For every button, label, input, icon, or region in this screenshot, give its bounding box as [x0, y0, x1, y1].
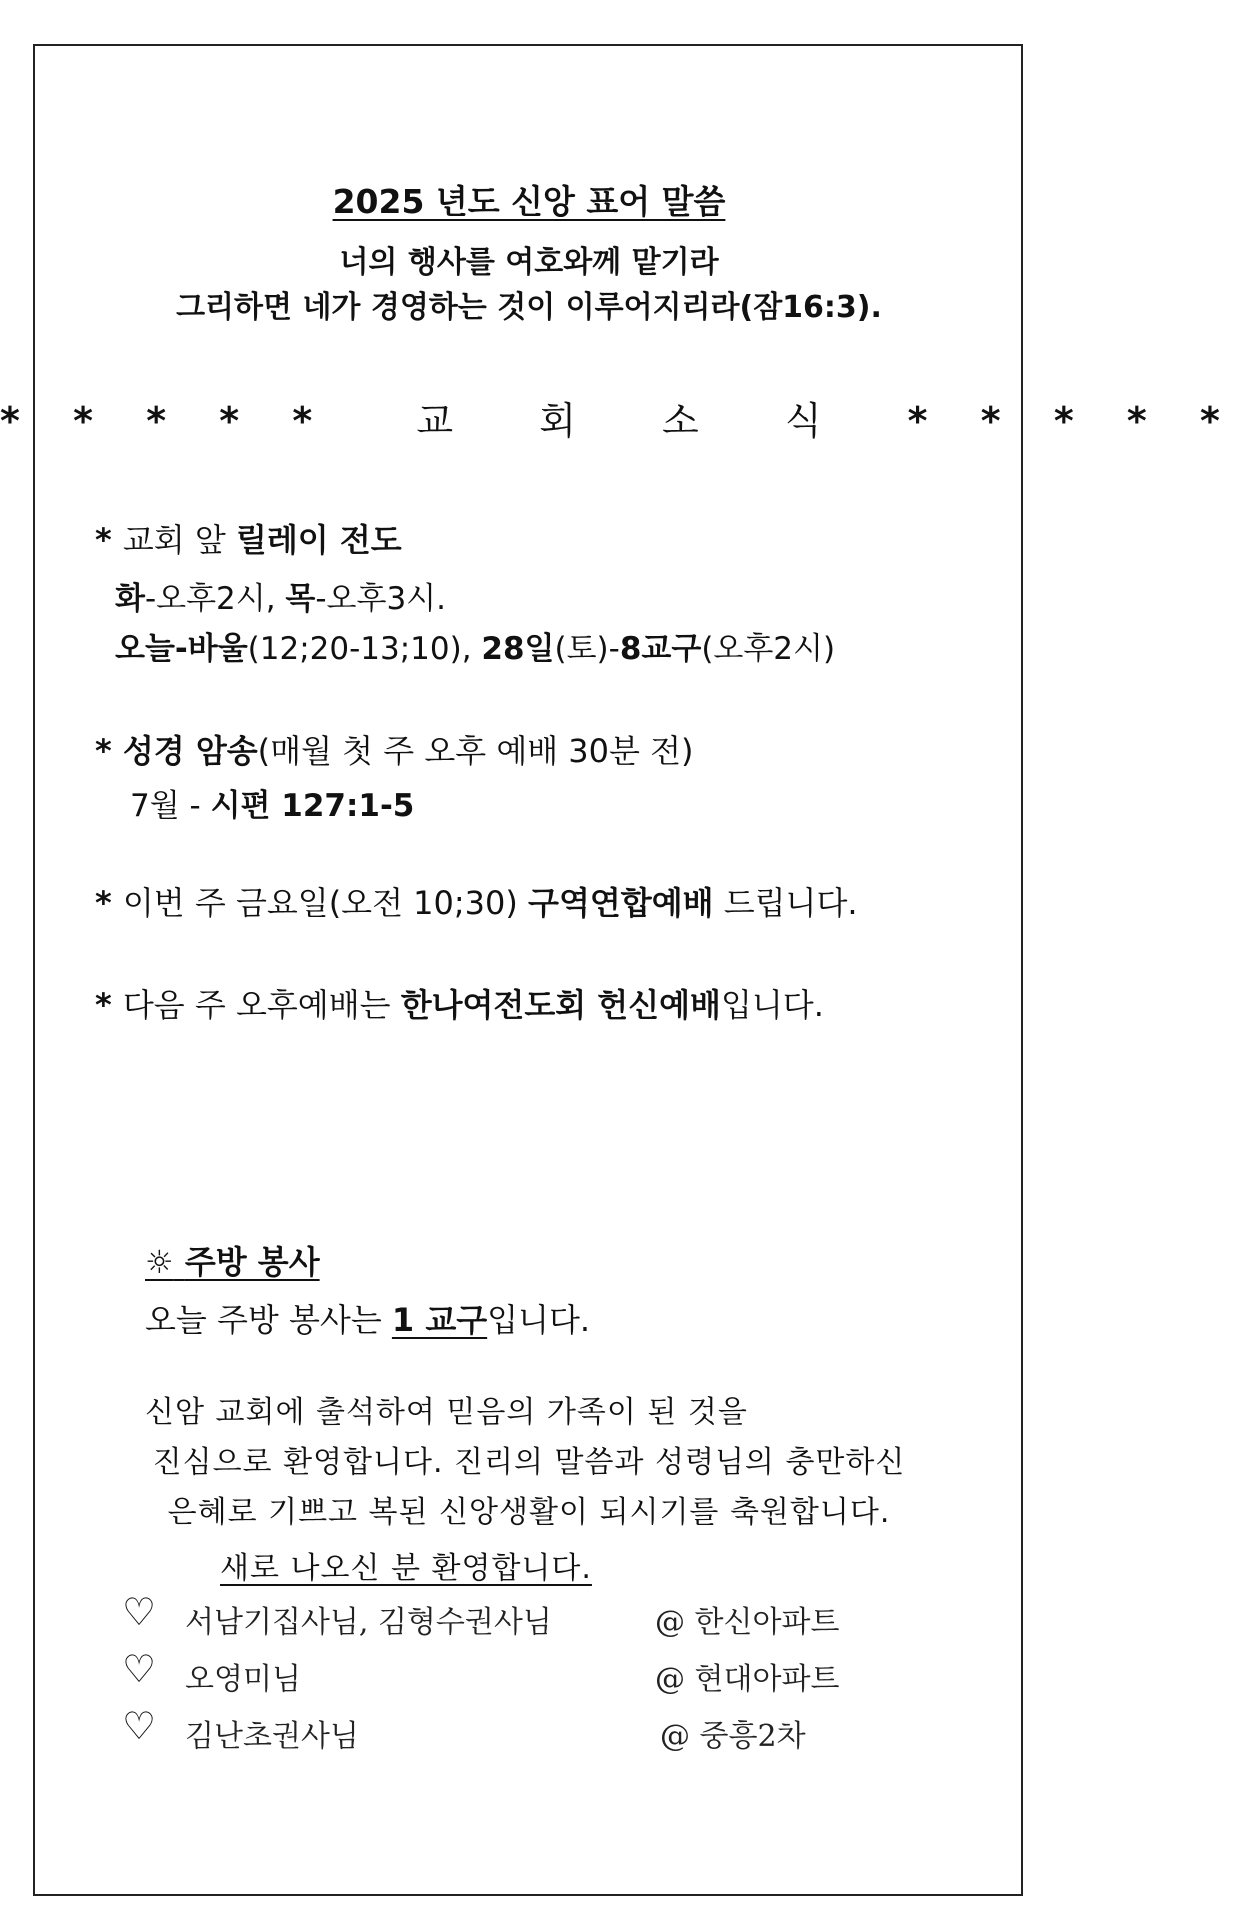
relay-tue-time: -오후2시, — [144, 581, 286, 617]
bible-verse-line — [130, 780, 414, 825]
bullet: * — [95, 986, 123, 1024]
heart-icon: ♡ — [122, 1590, 157, 1634]
bible-title: 성경 암송 — [122, 732, 258, 770]
bullet: * — [95, 732, 123, 770]
friday-service: 구역연합예배 — [528, 884, 714, 922]
heart-icon: ♡ — [122, 1704, 157, 1748]
bible-verse: 시편 127:1-5 — [210, 788, 415, 824]
relay-title: 릴레이 전도 — [235, 521, 402, 559]
bible-month: 7월 - — [130, 788, 211, 824]
welcome-line2: 진심으로 환영합니다. 진리의 말씀과 성령님의 충만하신 — [152, 1445, 906, 1480]
newcomers-title — [220, 1543, 592, 1587]
kitchen-title-text: 주방 봉사 — [184, 1243, 320, 1281]
relay-district: 8교구 — [619, 631, 702, 667]
relay-today: 오늘-바울 — [115, 631, 248, 667]
kitchen-service-line — [145, 1295, 590, 1341]
nextweek-pre: 다음 주 오후예배는 — [122, 986, 401, 1024]
newcomer-name-3: 김난초권사님 — [185, 1719, 359, 1754]
relay-pre: 교회 앞 — [122, 521, 236, 559]
friday-pre: 이번 주 금요일(오전 10;30) — [122, 884, 529, 922]
relay-schedule-line — [115, 573, 446, 618]
relay-thu: 목 — [285, 581, 316, 617]
nextweek-service: 한나여전도회 헌신예배 — [400, 986, 721, 1024]
newcomer-place-1: @ 한신아파트 — [655, 1605, 840, 1640]
welcome-line3: 은혜로 기쁘고 복된 신앙생활이 되시기를 축원합니다. — [167, 1495, 891, 1530]
news-char-4: 식 — [784, 399, 824, 443]
news-char-3: 소 — [662, 399, 701, 443]
stars-left: * * * * * — [0, 399, 333, 443]
relay-today-time: (12;20-13;10), — [247, 631, 482, 667]
next-week-item — [95, 980, 824, 1026]
relay-thu-time: -오후3시. — [315, 581, 446, 617]
friday-service-item — [95, 878, 858, 924]
relay-today-line — [115, 623, 835, 668]
relay-evangelism-item — [95, 515, 402, 561]
bible-memorization-item — [95, 726, 694, 772]
newcomers-title-text: 새로 나오신 분 환영합니다. — [220, 1551, 592, 1586]
relay-district-time: (오후2시) — [701, 631, 836, 667]
kitchen-pre: 오늘 주방 봉사는 — [145, 1301, 392, 1339]
friday-post: 드립니다. — [713, 884, 858, 922]
motto-verse-line2: 그리하면 네가 경영하는 것이 이루어지리라(잠16:3). — [176, 290, 882, 325]
motto-title — [0, 176, 1058, 223]
motto-verse-line1: 너의 행사를 여호와께 맡기라 — [339, 245, 719, 280]
kitchen-post: 입니다. — [487, 1301, 591, 1339]
sun-icon: ☼ — [145, 1243, 174, 1281]
nextweek-post: 입니다. — [720, 986, 824, 1024]
bullet: * — [95, 521, 123, 559]
newcomer-name-1: 서남기집사님, 김형수권사님 — [185, 1605, 552, 1640]
heart-icon: ♡ — [122, 1647, 157, 1691]
bible-note: (매월 첫 주 오후 예배 30분 전) — [257, 732, 694, 770]
newcomer-place-3: @ 중흥2차 — [660, 1719, 806, 1754]
bullet: * — [95, 884, 123, 922]
newcomer-name-2: 오영미님 — [185, 1662, 301, 1697]
motto-title-text: 2025 년도 신앙 표어 말씀 — [332, 182, 726, 221]
news-char-2: 회 — [539, 399, 578, 443]
news-char-1: 교 — [416, 399, 456, 443]
kitchen-district: 1 교구 — [391, 1301, 488, 1339]
newcomer-place-2: @ 현대아파트 — [655, 1662, 840, 1697]
welcome-line1: 신암 교회에 출석하여 믿음의 가족이 된 것을 — [145, 1395, 748, 1430]
kitchen-service-title — [145, 1237, 320, 1283]
relay-date: 28일 — [481, 631, 555, 667]
relay-tue: 화 — [115, 581, 145, 617]
stars-right: * * * * * — [907, 399, 1240, 443]
kitchen-title-wrap — [145, 1243, 320, 1281]
relay-date-day: (토)- — [554, 631, 620, 667]
church-news-heading — [0, 390, 1240, 445]
